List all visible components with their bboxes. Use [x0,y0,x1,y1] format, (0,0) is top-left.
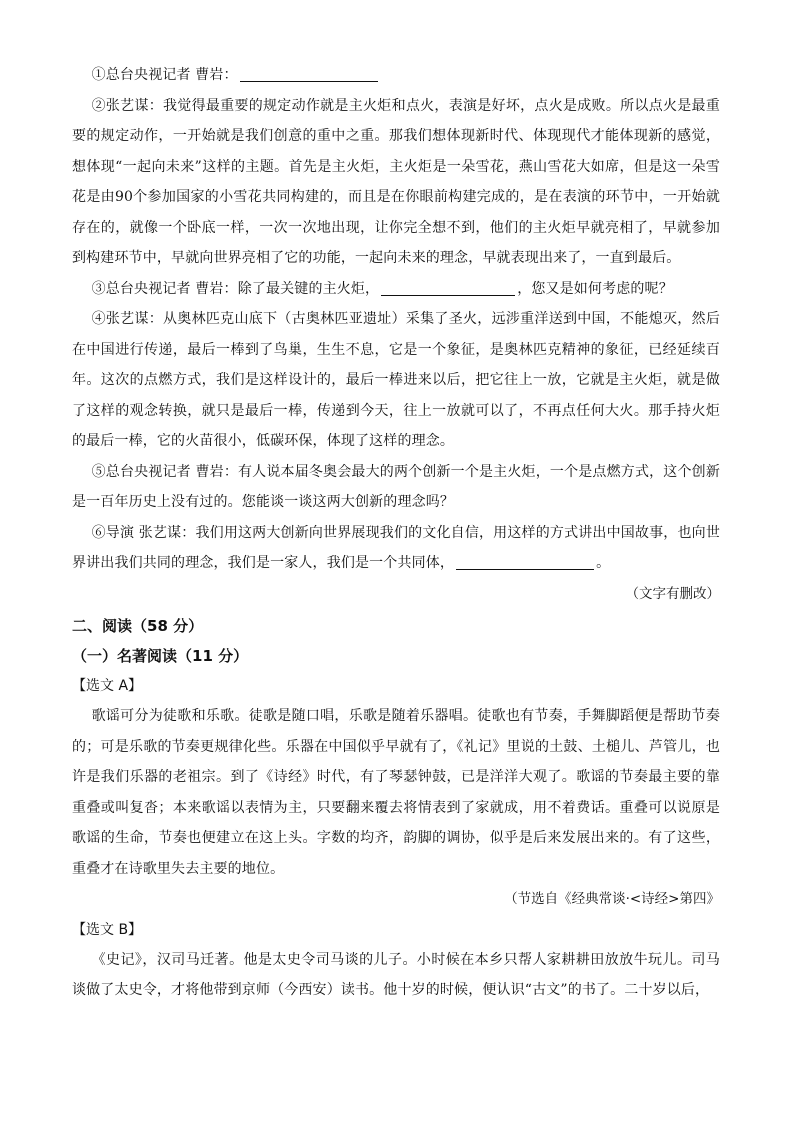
interview-q1 [72,60,720,91]
answer-blank-3[interactable] [456,551,594,570]
q1-text: ①总台央视记者 曹岩： [91,67,238,83]
text-b-body: 《史记》，汉司马迁著。他是太史令司马谈的儿子。小时候在本乡只帮人家耕耕田放放牛玩儿。司马谈做了太史令，才将他带到京师（今西安）读书。他十岁的时候，便认识“古文”的书了。二十岁以后， [72,951,720,998]
interview-a2: ②张艺谋：我觉得最重要的规定动作就是主火炬和点火，表演是好坏，点火是成败。所以点火是最重要的规定动作，一开始就是我们创意的重中之重。那我们想体现新时代、体现现代才能体现新的感觉，想体现“一起向未来”这样的主题。首先是主火炬，主火炬是一朵雪花，燕山雪花大如席，但是这一朵雪花是由90个参加国家的小雪花共同构建的，而且是在你眼前构建完成的，是在表演的环节中，一开始就存在的，就像一个卧底一样，一次一次地出现，让你完全想不到，他们的主火炬早就亮相了，早就参加到构建环节中，早就向世界亮相了它的功能，一起向未来的理念，早就表现出来了，一直到最后。 [72,97,720,266]
interview-q3 [72,274,720,305]
edit-note: （文字有删改） [625,585,720,602]
section-title-reading: 二、阅读（58 分） [72,617,204,635]
answer-blank-2[interactable] [381,277,515,296]
q3-suffix: ，您又是如何考虑的呢？ [517,280,673,297]
a6-text: ⑥导演 张艺谋：我们用这两大创新向世界展现我们的文化自信，用这样的方式讲出中国故事，也向世界讲出我们共同的理念，我们是一家人，我们是一个共同体， [72,524,720,571]
text-a-tag: 【选文 A】 [72,678,143,694]
interview-a6 [72,518,720,579]
a6-suffix: 。 [596,555,611,571]
text-a-body: 歌谣可分为徒歌和乐歌。徒歌是随口唱，乐歌是随着乐器唱。徒歌也有节奏，手舞脚蹈便是帮助节奏的；可是乐歌的节奏更规律化些。乐器在中国似乎早就有了，《礼记》里说的土鼓、土槌儿、芦管儿，也许是我们乐器的老祖宗。到了《诗经》时代，有了琴瑟钟鼓，已是洋洋大观了。歌谣的节奏最主要的靠重叠或叫复沓；本来歌谣以表情为主，只要翻来覆去将情表到了家就成，用不着费话。重叠可以说原是歌谣的生命，节奏也便建立在这上头。字数的均齐，韵脚的调协，似乎是后来发展出来的。有了这些，重叠才在诗歌里失去主要的地位。 [72,708,720,877]
interview-q5: ⑤总台央视记者 曹岩：有人说本届冬奥会最大的两个创新一个是主火炬，一个是点燃方式，这个创新是一百年历史上没有过的。您能谈一谈这两大创新的理念吗？ [72,463,720,510]
subsection-title-classics: （一）名著阅读（11 分） [72,647,249,665]
page-content [72,60,720,1006]
interview-a4: ④张艺谋：从奥林匹克山底下（古奥林匹亚遗址）采集了圣火，远涉重洋送到中国，不能熄灭，然后在中国进行传递，最后一棒到了鸟巢，生生不息，它是一个象征，是奥林匹克精神的象征，已经延续百年。这次的点燃方式，我们是这样设计的，最后一棒进来以后，把它往上一放，它就是主火炬，就是做了这样的观念转换，就只是最后一棒，传递到今天，往上一放就可以了，不再点任何大火。那手持火炬的最后一棒，它的火苗很小，低碳环保，体现了这样的理念。 [72,311,720,449]
text-a-source: （节选自《经典常谈·<诗经>第四》 [504,891,720,907]
answer-blank-1[interactable] [240,63,378,82]
q3-prefix: ③总台央视记者 曹岩：除了最关键的主火炬， [91,280,380,297]
text-b-tag: 【选文 B】 [72,921,143,938]
